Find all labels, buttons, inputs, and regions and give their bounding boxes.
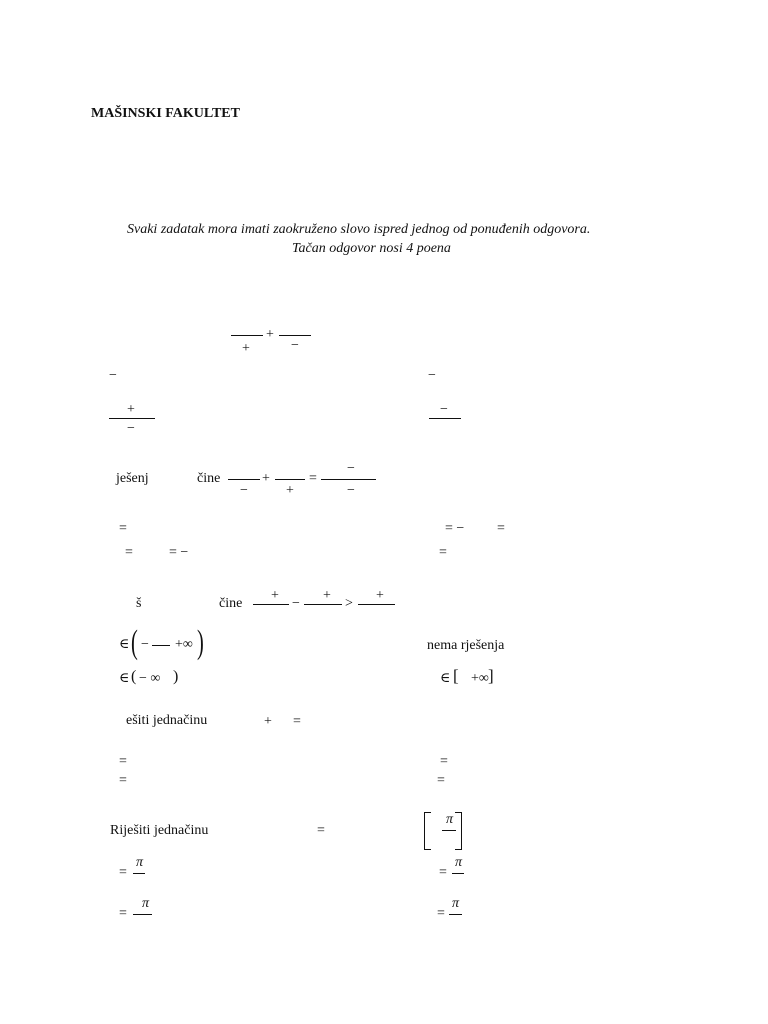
- right-bracket: [455, 812, 462, 850]
- fraction-bar: [133, 914, 152, 915]
- fraction-bar: [275, 479, 305, 480]
- answer-a-minus: −: [109, 368, 117, 383]
- answer-b-equals: =: [440, 754, 448, 769]
- minus-sign: −: [347, 461, 355, 476]
- minus-sign: −: [240, 483, 248, 498]
- fraction-bar: [452, 873, 464, 874]
- problem-5-text: Riješiti jednačinu: [110, 823, 209, 838]
- fraction-bar: [449, 914, 462, 915]
- answer-d-equals: =: [437, 906, 445, 921]
- answer-no-solution: nema rješenja: [427, 638, 505, 653]
- answer-a-equals: =: [119, 521, 127, 536]
- fraction-bar: [109, 418, 155, 419]
- answer-b-minus: −: [428, 368, 436, 383]
- greater-sign: >: [345, 596, 353, 611]
- element-of-sign: ∈: [440, 671, 451, 686]
- left-paren: (: [131, 668, 137, 685]
- equals-sign: =: [309, 471, 317, 486]
- pi-symbol: π: [452, 896, 460, 911]
- answer-d-minus: −: [440, 402, 448, 417]
- plus-sign: +: [266, 327, 274, 342]
- plus-infinity: +∞: [175, 637, 193, 652]
- minus-infinity: − ∞: [139, 671, 161, 686]
- fraction-bar: [279, 335, 311, 336]
- fraction-bar: [321, 479, 376, 480]
- plus-sign: +: [271, 588, 279, 603]
- fraction-bar: [358, 604, 395, 605]
- answer-c-equals: =: [119, 773, 127, 788]
- pi-symbol: π: [446, 812, 454, 827]
- problem-3-word-2: čine: [219, 596, 243, 611]
- answer-c-plus: +: [127, 402, 135, 417]
- plus-sign: +: [376, 588, 384, 603]
- equals-sign: =: [293, 714, 301, 729]
- answer-c-minus: −: [127, 421, 135, 436]
- equals-sign: =: [317, 823, 325, 838]
- fraction-bar: [304, 604, 342, 605]
- problem-4-text: ešiti jednačinu: [126, 713, 208, 728]
- fraction-bar: [442, 830, 456, 831]
- plus-sign: +: [286, 483, 294, 498]
- answer-c-equals: =: [119, 906, 127, 921]
- instruction-line-1: Svaki zadatak mora imati zaokruženo slovo ispred jednog od ponuđenih odgovora.: [127, 222, 591, 237]
- plus-sign: +: [242, 341, 250, 356]
- answer-c-eq-minus: = −: [169, 545, 189, 560]
- left-paren: (: [131, 624, 138, 661]
- answer-b-equals: =: [497, 521, 505, 536]
- pi-symbol: π: [136, 855, 144, 870]
- left-bracket: [424, 812, 431, 850]
- right-paren: ): [173, 668, 179, 685]
- answer-b-eq-minus: = −: [445, 521, 465, 536]
- minus-sign: −: [291, 338, 299, 353]
- minus-sign: −: [141, 637, 149, 652]
- minus-sign: −: [292, 596, 300, 611]
- problem-2-word-2: čine: [197, 471, 221, 486]
- faculty-title: MAŠINSKI FAKULTET: [91, 106, 240, 121]
- plus-sign: +: [264, 714, 272, 729]
- fraction-bar: [253, 604, 289, 605]
- problem-3-word-1: š: [136, 596, 142, 611]
- right-paren: ): [197, 624, 204, 661]
- left-bracket: [: [453, 666, 459, 685]
- instruction-line-2: Tačan odgovor nosi 4 poena: [292, 241, 451, 256]
- fraction-bar: [231, 335, 263, 336]
- plus-infinity: +∞: [471, 671, 489, 686]
- pi-symbol: π: [455, 855, 463, 870]
- fraction-bar: [152, 645, 170, 646]
- minus-sign: −: [347, 483, 355, 498]
- plus-sign: +: [262, 471, 270, 486]
- element-of-sign: ∈: [119, 637, 130, 652]
- answer-c-equals: =: [125, 545, 133, 560]
- fraction-bar: [133, 873, 145, 874]
- plus-sign: +: [323, 588, 331, 603]
- pi-symbol: π: [142, 896, 150, 911]
- answer-a-equals: =: [119, 865, 127, 880]
- answer-a-equals: =: [119, 754, 127, 769]
- right-bracket: ]: [488, 666, 494, 685]
- answer-d-equals: =: [439, 545, 447, 560]
- answer-b-equals: =: [439, 865, 447, 880]
- fraction-bar: [429, 418, 461, 419]
- fraction-bar: [228, 479, 260, 480]
- answer-d-equals: =: [437, 773, 445, 788]
- problem-2-word-1: ješenj: [116, 471, 149, 486]
- element-of-sign: ∈: [119, 671, 130, 686]
